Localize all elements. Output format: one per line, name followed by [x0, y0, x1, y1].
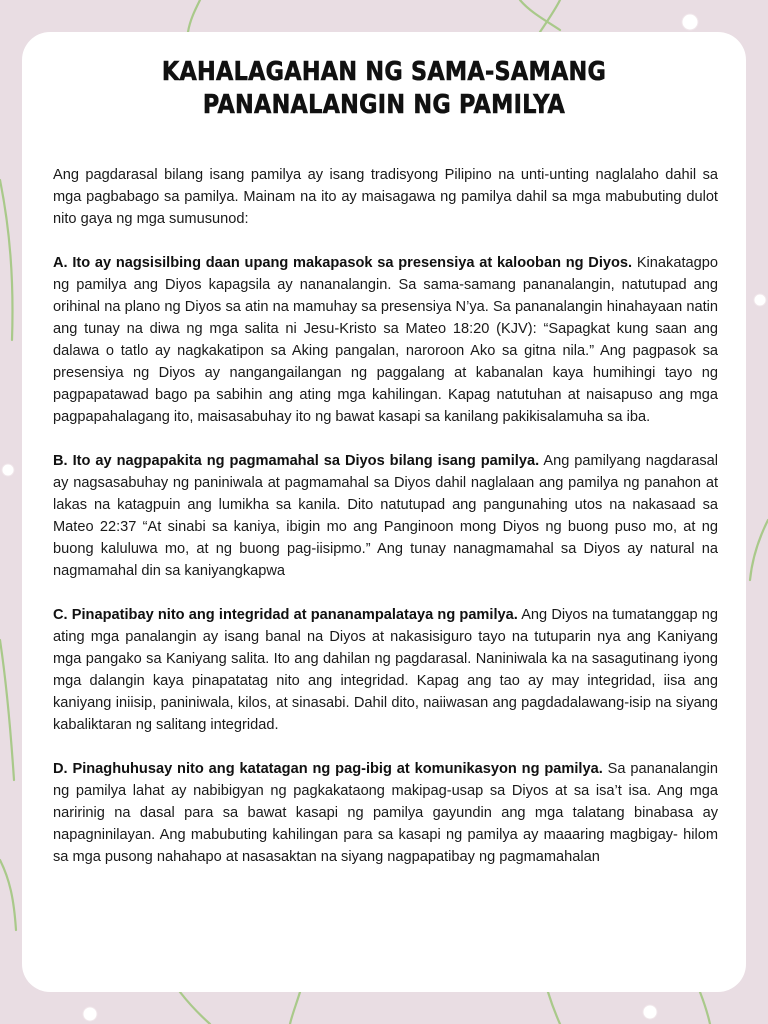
- page-title: [73, 56, 696, 122]
- stem-decoration: [0, 640, 14, 780]
- title-line-1: KAHALAGAHAN NG SAMA-SAMANG: [161, 57, 607, 87]
- section-b: [53, 450, 718, 582]
- stem-decoration: [0, 180, 13, 340]
- flower-decoration: [754, 294, 766, 306]
- section-c-body: Ang Diyos na tumatanggap ng ating mga panalangin ay isang banal na Diyos at nakasisiguro tayo na tutuparin nya ang Kaniyang mga pangako sa Kaniyang salita. Ito ang dahilan ng pagdarasal. Naniniwala ka na sasagutinang iyong mga dalangin kaya pinapatatag nito ang integridad. Kapag ang tao ay may integridad, iisa ang kaniyang iniisip, paniniwala, kilos, at sinasabi. Dahil dito, naiiwasan ang pagdadalawang-isip na siyang kabaliktaran ng salitang integridad.: [53, 607, 719, 733]
- section-c-heading: C. Pinapatibay nito ang integridad at pananampalataya ng pamilya.: [53, 607, 518, 623]
- flower-decoration: [643, 1005, 657, 1019]
- section-d-body: Sa pananalangin ng pamilya lahat ay nabibigyan ng pagkakataong makipag-usap sa Diyos at sa isa’t isa. Ang mga naririnig na dasal para sa bawat kasapi ng pamilya gayundin ang mga talatang binabasa ay napagninilayan. Ang mabubuting kahilingan para sa kasapi ng pamilya ay maaaring magbigay- hilom sa mga pusong nahahapo at nasasaktan na siyang nagpapatibay ng pagmamahalan: [53, 761, 719, 865]
- section-a-heading: A. Ito ay nagsisilbing daan upang makapasok sa presensiya at kalooban ng Diyos.: [53, 255, 633, 271]
- section-a: [53, 252, 718, 428]
- stem-decoration: [0, 860, 16, 930]
- title-line-2: PANANALANGIN NG PAMILYA: [202, 90, 566, 120]
- article-body: [53, 164, 718, 890]
- section-b-body: Ang pamilyang nagdarasal ay nagsasabuhay ng paniniwala at pagmamahal sa Diyos dahil naglalaan ang pamilya ng panahon at lakas na katagpuin ang lumikha sa kanila. Dito natutupad ang pangunahing utos na nakasaad sa Mateo 22:37 “At sinabi sa kaniya, ibigin mo ang Panginoon mong Diyos ng buong puso mo, at ng buong kaluluwa mo, at ng buong pag-iisipmo.” Ang tunay nanagmamahal sa Diyos ay natural na nagmamahal din sa kaniyangkapwa: [53, 453, 719, 579]
- stem-decoration: [750, 520, 768, 580]
- section-d-heading: D. Pinaghuhusay nito ang katatagan ng pag-ibig at komunikasyon ng pamilya.: [53, 761, 603, 777]
- section-a-body: Kinakatagpo ng pamilya ang Diyos kapagsila ay nananalangin. Sa sama-samang pananalangin, natutupad ang orihinal na plano ng Diyos sa atin na mamuhay sa presensiya N’ya. Sa pananalangin hinahayaan natin ang tunay na diwa ng mga salita ni Jesu-Kristo sa Mateo 18:20 (KJV): “Sapagkat kung saan ang dalawa o tatlo ay nagkakatipon sa Aking pangalan, naroroon Ako sa gitna nila.” Ang pagpasok sa presensiya ng Diyos ay nangangailangan ng paggalang at kabanalan kaya humihingi tayo ng pagpapatawad bago pa sabihin ang ating mga kahilingan. Kapag natutuhan at naisapuso ang mga pagpapahalagang ito, maisasabuhay ito ng bawat kasapi sa kanilang pakikisalamuha sa iba.: [53, 255, 718, 425]
- section-d: [53, 758, 718, 868]
- section-b-heading: B. Ito ay nagpapakita ng pagmamahal sa Diyos bilang isang pamilya.: [53, 453, 540, 469]
- stem-decoration: [700, 992, 710, 1024]
- flower-decoration: [83, 1007, 97, 1021]
- intro-paragraph: Ang pagdarasal bilang isang pamilya ay isang tradisyong Pilipino na unti-unting naglalaho dahil sa mga pagbabago sa pamilya. Mainam na ito ay maisagawa ng pamilya dahil sa mga mabubuting dulot nito gaya ng mga sumusunod:: [53, 167, 718, 227]
- stem-decoration: [180, 992, 210, 1024]
- stem-decoration: [548, 992, 560, 1024]
- flower-decoration: [2, 464, 14, 476]
- stem-decoration: [520, 0, 560, 30]
- stem-decoration: [188, 0, 200, 32]
- stem-decoration: [290, 992, 300, 1024]
- flower-decoration: [682, 14, 698, 30]
- section-c: [53, 604, 718, 736]
